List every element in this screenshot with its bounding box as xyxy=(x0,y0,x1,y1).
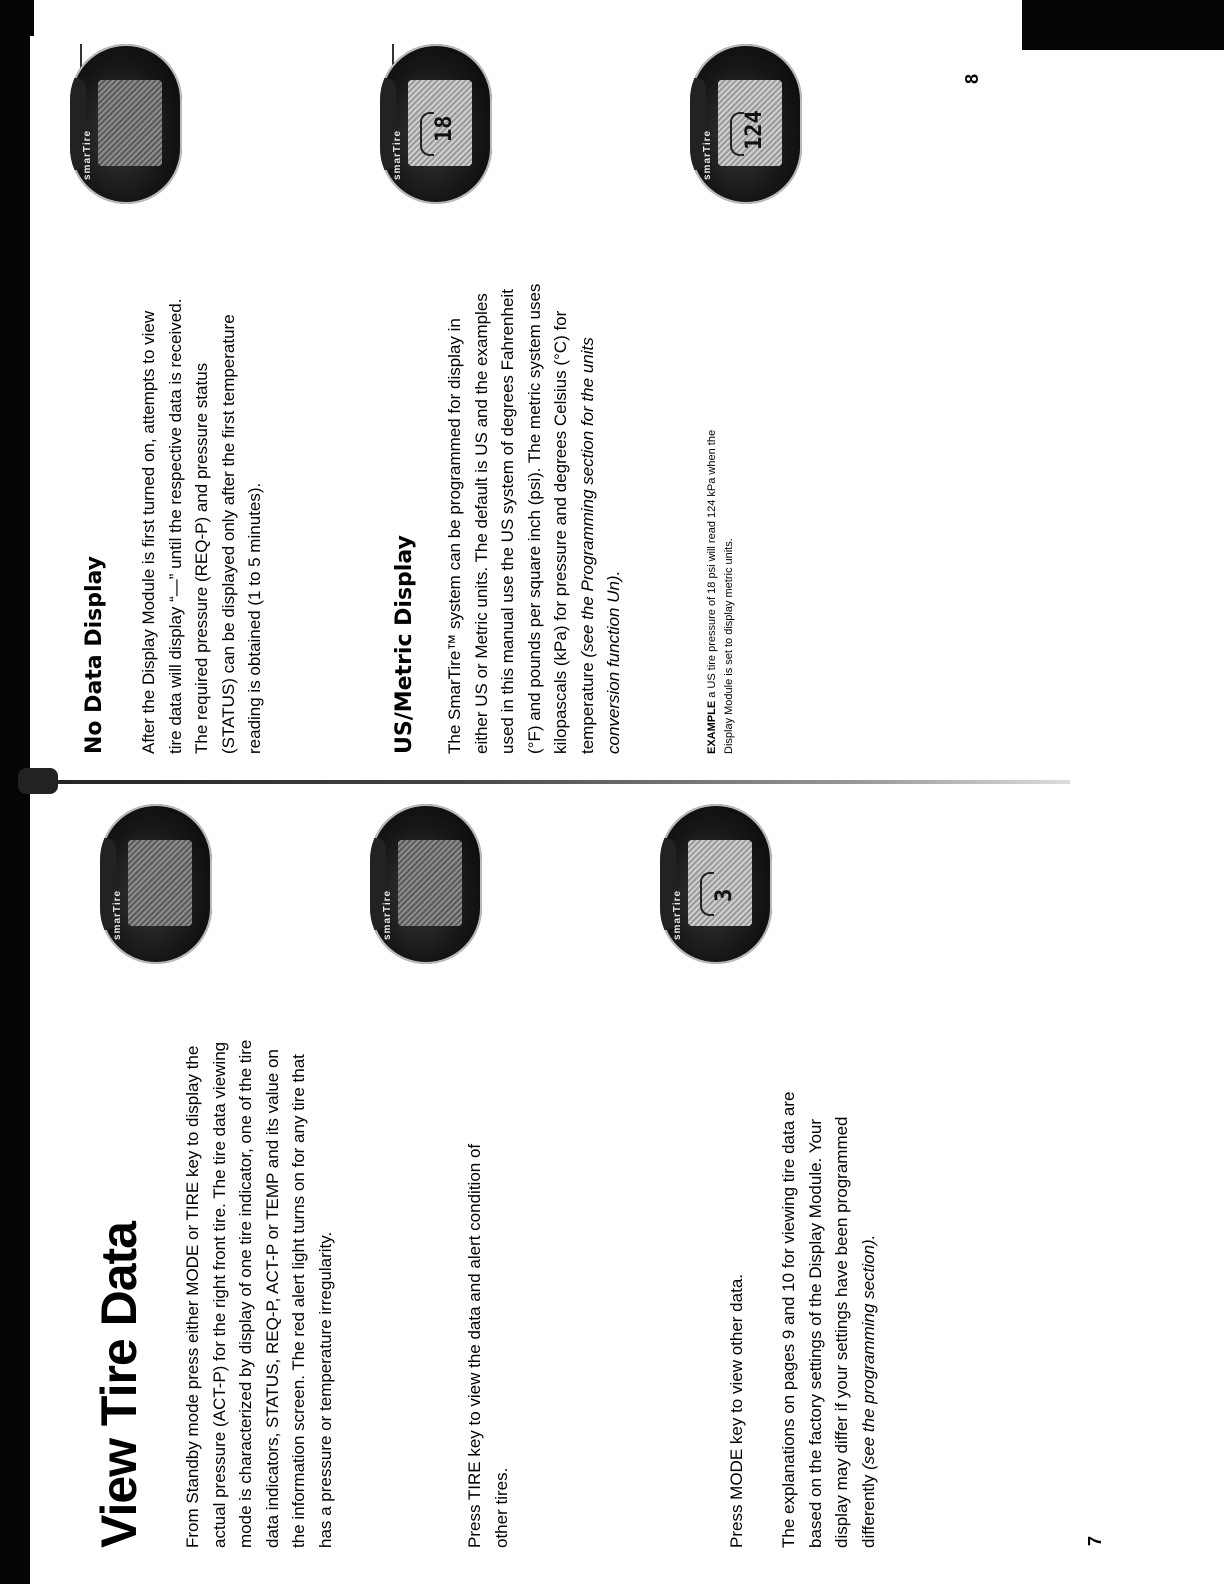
page-number-left: 7 xyxy=(1085,1535,1105,1546)
display-module-image: smarTire 124 xyxy=(690,44,802,204)
us-metric-display-text xyxy=(442,274,628,754)
factory-settings-note xyxy=(776,1068,882,1548)
no-data-paragraph: After the Display Module is first turned on, attempts to view tire data will display “—” until the respective data is received. The required pressure (REQ-P) and pressure status (STATUS) can be displayed only after the first temperature reading is obtained (1 to 5 minutes). xyxy=(139,298,264,754)
heading-us-metric-display: US/Metric Display xyxy=(392,535,417,754)
display-module-image: smarTire 3 xyxy=(660,804,772,964)
tire-key-instruction xyxy=(462,1128,515,1548)
display-module-image: smarTire xyxy=(70,44,182,204)
page-title: View Tire Data xyxy=(91,1222,147,1548)
us-metric-paragraph: The SmarTire™ system can be programmed for display in either US or Metric units. The default is US and the examples used in this manual use the US system of degrees Fahrenheit (°F) and pounds per square inch (psi). The metric system uses kilopascals (kPa) for pressure and degrees Celsius (°C) for temperature (see the Programming section for the units conversion function Un). xyxy=(445,283,623,754)
intro-paragraph: From Standby mode press either MODE or TIRE key to display the actual pressure (ACT-P) for the right front tire. The tire data viewing mode is characterized by display of one tire indicator, one of the tire data indicators, STATUS, REQ-P, ACT-P or TEMP and its value on the information screen. The red alert light turns on for any tire that has a pressure or temperature irregularity. xyxy=(183,1039,335,1548)
mode-key-instruction xyxy=(724,1028,751,1548)
factory-settings-paragraph: The explanations on pages 9 and 10 for viewing tire data are based on the factory settings of the Display Module. Your display may differ if your settings have been programmed differently (see the programming section). xyxy=(779,1091,878,1548)
heading-no-data-display: No Data Display xyxy=(82,555,107,754)
tire-key-paragraph: Press TIRE key to view the data and alert condition of other tires. xyxy=(465,1143,511,1548)
no-data-display-text xyxy=(136,284,269,754)
mode-key-paragraph: Press MODE key to view other data. xyxy=(727,1274,746,1548)
page-number-right: 8 xyxy=(962,73,982,84)
display-module-image: smarTire xyxy=(100,804,212,964)
metric-example-note: EXAMPLE a US tire pressure of 18 psi will read 124 kPa when the Display Module is set to display metric units. xyxy=(706,429,735,754)
view-tire-data-intro xyxy=(180,1028,339,1548)
display-module-image: smarTire 18 xyxy=(380,44,492,204)
display-module-image: smarTire xyxy=(370,804,482,964)
